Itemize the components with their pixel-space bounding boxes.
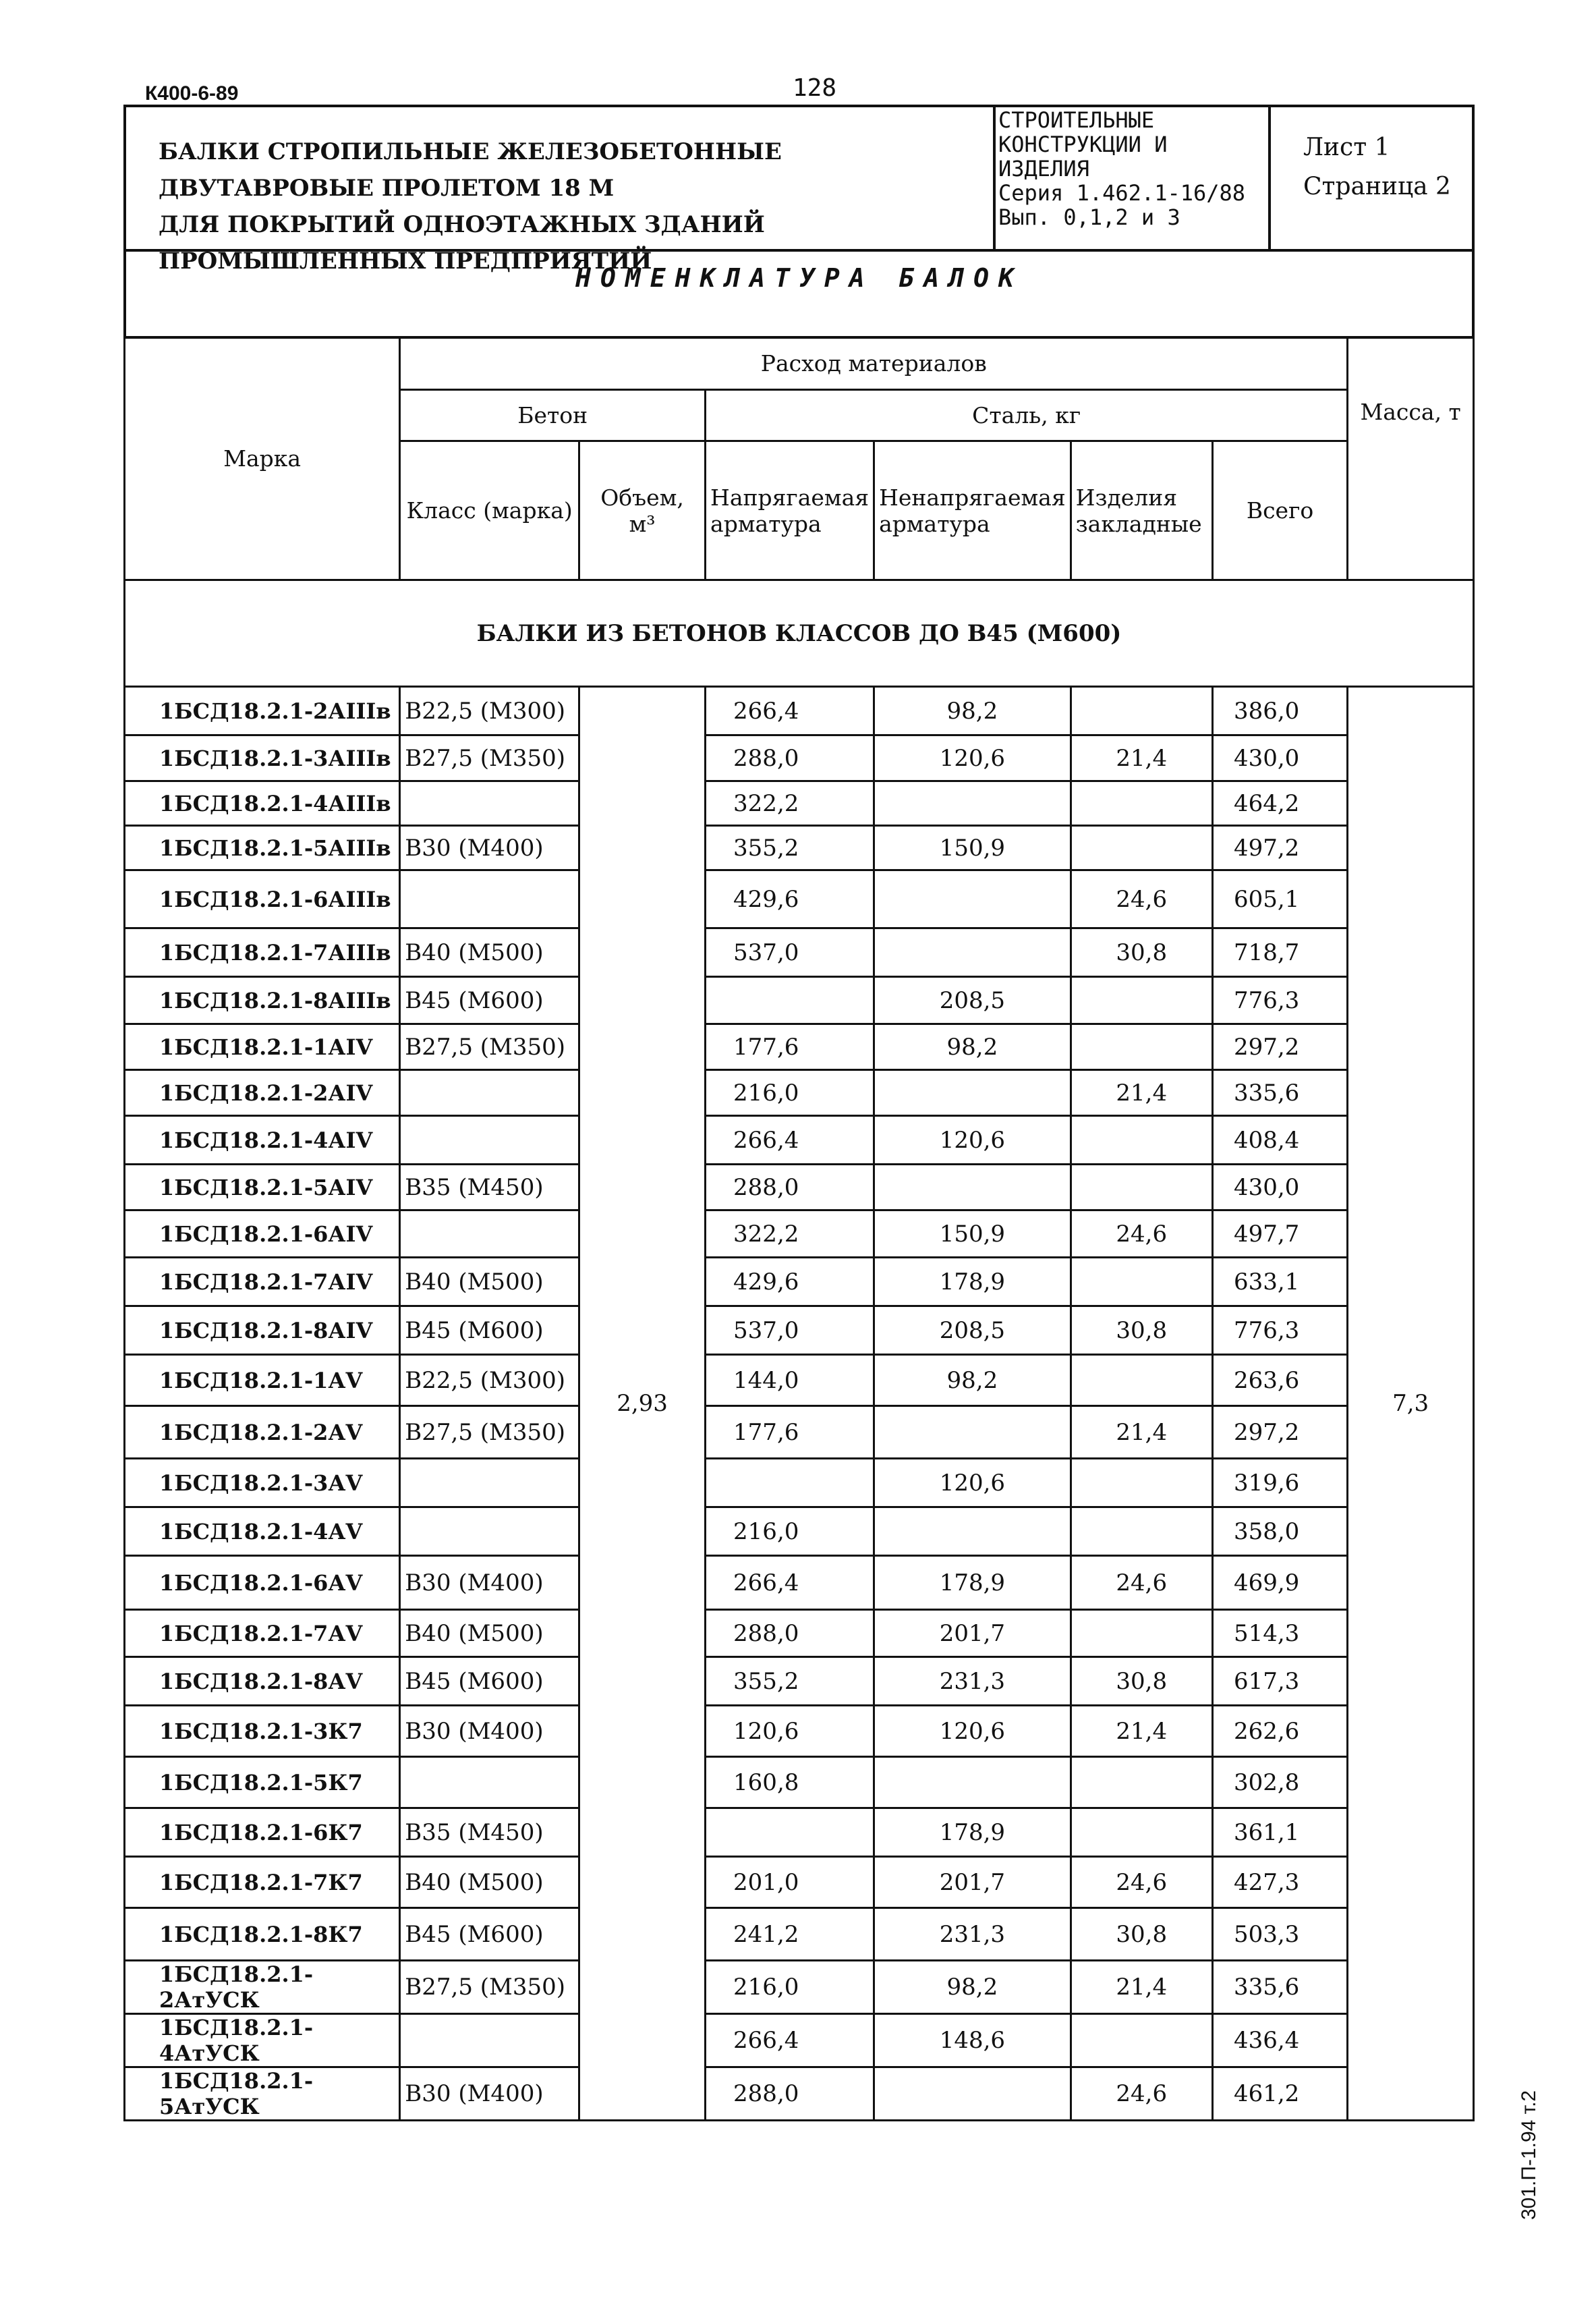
nonprestressed-cell: 120,6 bbox=[874, 1116, 1071, 1165]
embedded-cell bbox=[1071, 1610, 1212, 1657]
mark-cell: 1БСД18.2.1-6АIV bbox=[125, 1210, 400, 1258]
sheet-block bbox=[1303, 128, 1451, 206]
col-nonprestressed: Ненапрягаемая арматура bbox=[874, 441, 1071, 580]
mark-cell: 1БСД18.2.1-5АIV bbox=[125, 1165, 400, 1210]
mark-cell: 1БСД18.2.1-7К7 bbox=[125, 1857, 400, 1908]
table-row bbox=[125, 735, 1474, 781]
prestressed-cell: 429,6 bbox=[706, 870, 874, 928]
series-block bbox=[998, 108, 1268, 229]
mass-cell: 7,3 bbox=[1348, 687, 1474, 2121]
total-cell: 503,3 bbox=[1212, 1908, 1347, 1961]
prestressed-cell bbox=[706, 977, 874, 1024]
prestressed-cell: 216,0 bbox=[706, 1961, 874, 2014]
prestressed-cell: 266,4 bbox=[706, 687, 874, 735]
class-cell: В30 (М400) bbox=[400, 2067, 579, 2121]
table-row bbox=[125, 2014, 1474, 2067]
prestressed-cell: 160,8 bbox=[706, 1757, 874, 1808]
nonprestressed-cell: 120,6 bbox=[874, 1706, 1071, 1757]
class-cell: В40 (М500) bbox=[400, 928, 579, 977]
embedded-cell bbox=[1071, 826, 1212, 870]
nonprestressed-cell: 178,9 bbox=[874, 1808, 1071, 1857]
page-number: 128 bbox=[793, 74, 837, 102]
class-cell: В30 (М400) bbox=[400, 1556, 579, 1610]
total-cell: 297,2 bbox=[1212, 1406, 1347, 1459]
total-cell: 262,6 bbox=[1212, 1706, 1347, 1757]
prestressed-cell: 266,4 bbox=[706, 1556, 874, 1610]
total-cell: 497,2 bbox=[1212, 826, 1347, 870]
mark-cell: 1БСД18.2.1-8АV bbox=[125, 1657, 400, 1706]
mark-cell: 1БСД18.2.1-2АтУСК bbox=[125, 1961, 400, 2014]
prestressed-cell: 216,0 bbox=[706, 1070, 874, 1116]
series-line-5: Вып. 0,1,2 и 3 bbox=[998, 204, 1180, 230]
col-total: Всего bbox=[1212, 441, 1347, 580]
nonprestressed-cell: 98,2 bbox=[874, 1024, 1071, 1070]
table-row bbox=[125, 928, 1474, 977]
table-row bbox=[125, 687, 1474, 735]
class-cell bbox=[400, 1507, 579, 1556]
class-cell: В35 (М450) bbox=[400, 1808, 579, 1857]
embedded-cell: 24,6 bbox=[1071, 1857, 1212, 1908]
embedded-cell bbox=[1071, 1258, 1212, 1306]
series-line-3: ИЗДЕЛИЯ bbox=[998, 156, 1089, 182]
section-title: БАЛКИ ИЗ БЕТОНОВ КЛАССОВ ДО В45 (М600) bbox=[125, 580, 1474, 687]
class-cell: В35 (М450) bbox=[400, 1165, 579, 1210]
table-row bbox=[125, 1706, 1474, 1757]
class-cell: В27,5 (М350) bbox=[400, 1024, 579, 1070]
mark-cell: 1БСД18.2.1-1АV bbox=[125, 1355, 400, 1406]
class-cell bbox=[400, 870, 579, 928]
total-cell: 319,6 bbox=[1212, 1459, 1347, 1507]
table-row bbox=[125, 1406, 1474, 1459]
mark-cell: 1БСД18.2.1-2АIV bbox=[125, 1070, 400, 1116]
nonprestressed-cell: 150,9 bbox=[874, 826, 1071, 870]
mark-cell: 1БСД18.2.1-4АIV bbox=[125, 1116, 400, 1165]
class-cell: В45 (М600) bbox=[400, 1306, 579, 1355]
total-cell: 430,0 bbox=[1212, 1165, 1347, 1210]
mark-cell: 1БСД18.2.1-3АV bbox=[125, 1459, 400, 1507]
nonprestressed-cell bbox=[874, 1165, 1071, 1210]
nonprestressed-cell: 150,9 bbox=[874, 1210, 1071, 1258]
total-cell: 464,2 bbox=[1212, 781, 1347, 826]
table-row bbox=[125, 1070, 1474, 1116]
nonprestressed-cell: 231,3 bbox=[874, 1908, 1071, 1961]
nomenclature-title: НОМЕНКЛАТУРА БАЛОК bbox=[575, 263, 1023, 293]
series-line-4: Серия 1.462.1-16/88 bbox=[998, 180, 1246, 206]
table-body bbox=[125, 687, 1474, 2121]
nonprestressed-cell bbox=[874, 1757, 1071, 1808]
nonprestressed-cell bbox=[874, 1406, 1071, 1459]
table-row bbox=[125, 1808, 1474, 1857]
embedded-cell bbox=[1071, 1165, 1212, 1210]
col-steel: Сталь, кг bbox=[706, 390, 1348, 441]
nonprestressed-cell bbox=[874, 1507, 1071, 1556]
prestressed-cell: 266,4 bbox=[706, 1116, 874, 1165]
embedded-cell: 30,8 bbox=[1071, 1657, 1212, 1706]
prestressed-cell: 241,2 bbox=[706, 1908, 874, 1961]
table-row bbox=[125, 1306, 1474, 1355]
total-cell: 302,8 bbox=[1212, 1757, 1347, 1808]
col-concrete: Бетон bbox=[400, 390, 706, 441]
embedded-cell: 24,6 bbox=[1071, 870, 1212, 928]
total-cell: 358,0 bbox=[1212, 1507, 1347, 1556]
class-cell: В27,5 (М350) bbox=[400, 1406, 579, 1459]
mark-cell: 1БСД18.2.1-4АтУСК bbox=[125, 2014, 400, 2067]
nonprestressed-cell: 201,7 bbox=[874, 1610, 1071, 1657]
total-cell: 386,0 bbox=[1212, 687, 1347, 735]
prestressed-cell: 537,0 bbox=[706, 1306, 874, 1355]
prestressed-cell: 288,0 bbox=[706, 2067, 874, 2121]
mark-cell: 1БСД18.2.1-8АIV bbox=[125, 1306, 400, 1355]
nonprestressed-cell: 98,2 bbox=[874, 1355, 1071, 1406]
mark-cell: 1БСД18.2.1-6АIIIв bbox=[125, 870, 400, 928]
prestressed-cell: 288,0 bbox=[706, 735, 874, 781]
title-line-2: ДЛЯ ПОКРЫТИЙ ОДНОЭТАЖНЫХ ЗДАНИЙ ПРОМЫШЛЕННЫХ ПРЕДПРИЯТИЙ bbox=[159, 211, 765, 275]
nonprestressed-cell: 231,3 bbox=[874, 1657, 1071, 1706]
nonprestressed-cell bbox=[874, 1070, 1071, 1116]
table-row bbox=[125, 1556, 1474, 1610]
table-row bbox=[125, 977, 1474, 1024]
prestressed-cell: 144,0 bbox=[706, 1355, 874, 1406]
total-cell: 497,7 bbox=[1212, 1210, 1347, 1258]
mark-cell: 1БСД18.2.1-8АIIIв bbox=[125, 977, 400, 1024]
total-cell: 469,9 bbox=[1212, 1556, 1347, 1610]
total-cell: 776,3 bbox=[1212, 977, 1347, 1024]
col-embedded: Изделия закладные bbox=[1071, 441, 1212, 580]
prestressed-cell: 355,2 bbox=[706, 1657, 874, 1706]
embedded-cell bbox=[1071, 2014, 1212, 2067]
table-row bbox=[125, 1116, 1474, 1165]
table-row bbox=[125, 1355, 1474, 1406]
mark-cell: 1БСД18.2.1-8К7 bbox=[125, 1908, 400, 1961]
table-row bbox=[125, 870, 1474, 928]
total-cell: 776,3 bbox=[1212, 1306, 1347, 1355]
embedded-cell bbox=[1071, 781, 1212, 826]
embedded-cell: 21,4 bbox=[1071, 1706, 1212, 1757]
embedded-cell bbox=[1071, 1024, 1212, 1070]
prestressed-cell: 177,6 bbox=[706, 1406, 874, 1459]
prestressed-cell bbox=[706, 1808, 874, 1857]
series-line-1: СТРОИТЕЛЬНЫЕ bbox=[998, 107, 1155, 133]
embedded-cell: 30,8 bbox=[1071, 928, 1212, 977]
mark-cell: 1БСД18.2.1-3К7 bbox=[125, 1706, 400, 1757]
mark-cell: 1БСД18.2.1-1АIV bbox=[125, 1024, 400, 1070]
class-cell: В27,5 (М350) bbox=[400, 1961, 579, 2014]
table-row bbox=[125, 1961, 1474, 2014]
prestressed-cell: 216,0 bbox=[706, 1507, 874, 1556]
total-cell: 335,6 bbox=[1212, 1961, 1347, 2014]
nonprestressed-cell bbox=[874, 2067, 1071, 2121]
class-cell bbox=[400, 1459, 579, 1507]
total-cell: 335,6 bbox=[1212, 1070, 1347, 1116]
class-cell: В22,5 (М300) bbox=[400, 687, 579, 735]
class-cell: В40 (М500) bbox=[400, 1258, 579, 1306]
prestressed-cell: 288,0 bbox=[706, 1165, 874, 1210]
total-cell: 430,0 bbox=[1212, 735, 1347, 781]
prestressed-cell bbox=[706, 1459, 874, 1507]
prestressed-cell: 322,2 bbox=[706, 1210, 874, 1258]
embedded-cell: 24,6 bbox=[1071, 1556, 1212, 1610]
col-volume: Объем, м³ bbox=[579, 441, 706, 580]
nonprestressed-cell: 120,6 bbox=[874, 1459, 1071, 1507]
embedded-cell: 21,4 bbox=[1071, 1070, 1212, 1116]
class-cell: В30 (М400) bbox=[400, 826, 579, 870]
mark-cell: 1БСД18.2.1-7АIV bbox=[125, 1258, 400, 1306]
total-cell: 436,4 bbox=[1212, 2014, 1347, 2067]
nomenclature-table bbox=[123, 336, 1475, 2121]
table-row bbox=[125, 1507, 1474, 1556]
table-row bbox=[125, 1165, 1474, 1210]
class-cell: В40 (М500) bbox=[400, 1610, 579, 1657]
class-cell bbox=[400, 781, 579, 826]
nonprestressed-cell bbox=[874, 870, 1071, 928]
prestressed-cell: 201,0 bbox=[706, 1857, 874, 1908]
class-cell: В22,5 (М300) bbox=[400, 1355, 579, 1406]
mark-cell: 1БСД18.2.1-2АIIIв bbox=[125, 687, 400, 735]
class-cell bbox=[400, 1116, 579, 1165]
class-cell bbox=[400, 1070, 579, 1116]
total-cell: 605,1 bbox=[1212, 870, 1347, 928]
embedded-cell: 30,8 bbox=[1071, 1908, 1212, 1961]
nonprestressed-cell: 148,6 bbox=[874, 2014, 1071, 2067]
col-mass: Масса, т bbox=[1348, 337, 1474, 580]
prestressed-cell: 429,6 bbox=[706, 1258, 874, 1306]
table-row bbox=[125, 1857, 1474, 1908]
mark-cell: 1БСД18.2.1-3АIIIв bbox=[125, 735, 400, 781]
table-row bbox=[125, 826, 1474, 870]
prestressed-cell: 355,2 bbox=[706, 826, 874, 870]
total-cell: 514,3 bbox=[1212, 1610, 1347, 1657]
total-cell: 461,2 bbox=[1212, 2067, 1347, 2121]
table-row bbox=[125, 1258, 1474, 1306]
nonprestressed-cell: 208,5 bbox=[874, 977, 1071, 1024]
embedded-cell bbox=[1071, 1116, 1212, 1165]
page-label: Страница 2 bbox=[1303, 173, 1451, 200]
prestressed-cell: 266,4 bbox=[706, 2014, 874, 2067]
nonprestressed-cell: 98,2 bbox=[874, 1961, 1071, 2014]
mark-cell: 1БСД18.2.1-5АтУСК bbox=[125, 2067, 400, 2121]
mark-cell: 1БСД18.2.1-6АV bbox=[125, 1556, 400, 1610]
nonprestressed-cell: 120,6 bbox=[874, 735, 1071, 781]
volume-cell: 2,93 bbox=[579, 687, 706, 2121]
mark-cell: 1БСД18.2.1-5АIIIв bbox=[125, 826, 400, 870]
table-row bbox=[125, 1610, 1474, 1657]
prestressed-cell: 177,6 bbox=[706, 1024, 874, 1070]
total-cell: 617,3 bbox=[1212, 1657, 1347, 1706]
prestressed-cell: 120,6 bbox=[706, 1706, 874, 1757]
nonprestressed-cell bbox=[874, 928, 1071, 977]
col-class: Класс (марка) bbox=[400, 441, 579, 580]
title-line-1: БАЛКИ СТРОПИЛЬНЫЕ ЖЕЛЕЗОБЕТОННЫЕ ДВУТАВРОВЫЕ ПРОЛЕТОМ 18 М bbox=[159, 138, 782, 202]
header-divider-2 bbox=[1268, 105, 1271, 252]
nonprestressed-cell bbox=[874, 781, 1071, 826]
embedded-cell bbox=[1071, 1459, 1212, 1507]
embedded-cell: 21,4 bbox=[1071, 1406, 1212, 1459]
total-cell: 263,6 bbox=[1212, 1355, 1347, 1406]
prestressed-cell: 537,0 bbox=[706, 928, 874, 977]
mark-cell: 1БСД18.2.1-6К7 bbox=[125, 1808, 400, 1857]
total-cell: 633,1 bbox=[1212, 1258, 1347, 1306]
embedded-cell bbox=[1071, 687, 1212, 735]
embedded-cell bbox=[1071, 1355, 1212, 1406]
nonprestressed-cell: 201,7 bbox=[874, 1857, 1071, 1908]
prestressed-cell: 288,0 bbox=[706, 1610, 874, 1657]
class-cell bbox=[400, 1210, 579, 1258]
total-cell: 297,2 bbox=[1212, 1024, 1347, 1070]
table-row bbox=[125, 2067, 1474, 2121]
table-row bbox=[125, 1908, 1474, 1961]
nonprestressed-cell: 208,5 bbox=[874, 1306, 1071, 1355]
embedded-cell: 24,6 bbox=[1071, 2067, 1212, 2121]
embedded-cell: 30,8 bbox=[1071, 1306, 1212, 1355]
nomenclature-frame bbox=[123, 249, 1475, 339]
prestressed-cell: 322,2 bbox=[706, 781, 874, 826]
class-cell: В40 (М500) bbox=[400, 1857, 579, 1908]
header-divider-1 bbox=[993, 105, 996, 252]
col-mark: Марка bbox=[125, 337, 400, 580]
table-row bbox=[125, 781, 1474, 826]
class-cell: В45 (М600) bbox=[400, 1657, 579, 1706]
embedded-cell bbox=[1071, 1757, 1212, 1808]
class-cell: В45 (М600) bbox=[400, 977, 579, 1024]
class-cell: В30 (М400) bbox=[400, 1706, 579, 1757]
class-cell bbox=[400, 2014, 579, 2067]
col-prestressed: Напрягаемая арматура bbox=[706, 441, 874, 580]
embedded-cell bbox=[1071, 977, 1212, 1024]
nonprestressed-cell: 178,9 bbox=[874, 1258, 1071, 1306]
table-row bbox=[125, 1459, 1474, 1507]
embedded-cell bbox=[1071, 1507, 1212, 1556]
table-row bbox=[125, 1657, 1474, 1706]
mark-cell: 1БСД18.2.1-7АV bbox=[125, 1610, 400, 1657]
side-code: 301.П-1.94 т.2 bbox=[1518, 2090, 1540, 2220]
nonprestressed-cell: 178,9 bbox=[874, 1556, 1071, 1610]
total-cell: 361,1 bbox=[1212, 1808, 1347, 1857]
embedded-cell bbox=[1071, 1808, 1212, 1857]
series-line-2: КОНСТРУКЦИИ И bbox=[998, 132, 1168, 157]
sheet-label: Лист 1 bbox=[1303, 134, 1390, 161]
class-cell bbox=[400, 1757, 579, 1808]
total-cell: 718,7 bbox=[1212, 928, 1347, 977]
mark-cell: 1БСД18.2.1-5К7 bbox=[125, 1757, 400, 1808]
table-row bbox=[125, 1210, 1474, 1258]
mark-cell: 1БСД18.2.1-4АIIIв bbox=[125, 781, 400, 826]
mark-cell: 1БСД18.2.1-4АV bbox=[125, 1507, 400, 1556]
table-row bbox=[125, 1757, 1474, 1808]
document-number: К400-6-89 bbox=[145, 82, 239, 105]
mark-cell: 1БСД18.2.1-2АV bbox=[125, 1406, 400, 1459]
embedded-cell: 21,4 bbox=[1071, 735, 1212, 781]
embedded-cell: 24,6 bbox=[1071, 1210, 1212, 1258]
total-cell: 408,4 bbox=[1212, 1116, 1347, 1165]
class-cell: В45 (М600) bbox=[400, 1908, 579, 1961]
class-cell: В27,5 (М350) bbox=[400, 735, 579, 781]
embedded-cell: 21,4 bbox=[1071, 1961, 1212, 2014]
table-row bbox=[125, 1024, 1474, 1070]
nonprestressed-cell: 98,2 bbox=[874, 687, 1071, 735]
col-materials: Расход материалов bbox=[400, 337, 1348, 390]
mark-cell: 1БСД18.2.1-7АIIIв bbox=[125, 928, 400, 977]
total-cell: 427,3 bbox=[1212, 1857, 1347, 1908]
